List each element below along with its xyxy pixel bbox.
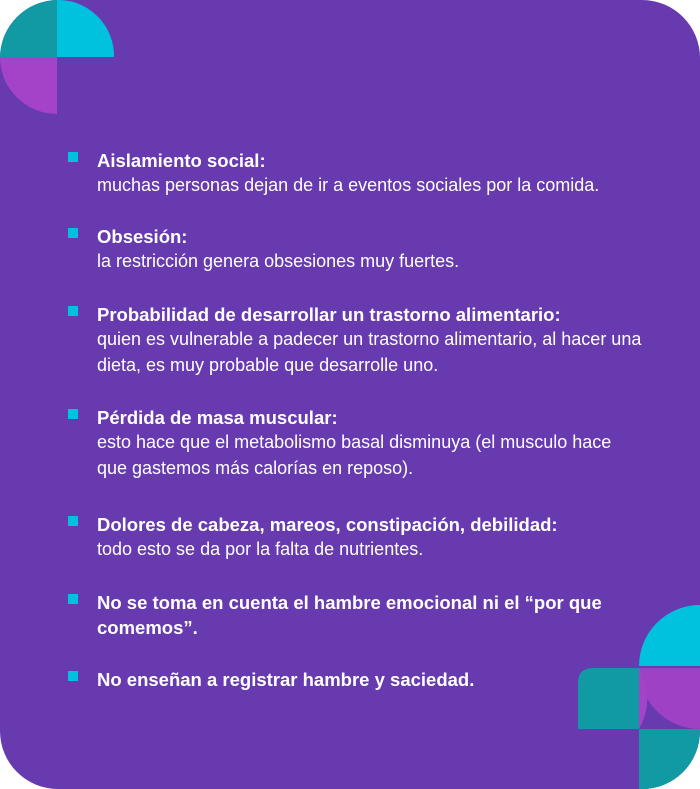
item-title: Probabilidad de desarrollar un trastorno alimentario: [97, 304, 561, 325]
square-bullet-icon [68, 228, 78, 238]
square-bullet-icon [68, 516, 78, 526]
item-description: esto hace que el metabolismo basal disminuya (el musculo hace que gastemos más calorías en reposo). [97, 432, 612, 478]
teal-rounded-square-shape [578, 668, 639, 729]
cyan-quarter-circle-shape [57, 0, 114, 57]
square-bullet-icon [68, 671, 78, 681]
magenta-quarter-circle-shape [0, 57, 57, 114]
item-title: Obsesión: [97, 226, 188, 247]
square-bullet-icon [68, 306, 78, 316]
item-description: quien es vulnerable a padecer un trastorno alimentario, al hacer una dieta, es muy probable que desarrolle uno. [97, 329, 642, 375]
item-description: la restricción genera obsesiones muy fuertes. [97, 251, 460, 271]
cyan-quarter-circle-shape [639, 605, 700, 666]
magenta-quarter-circle-shape [639, 668, 700, 729]
square-bullet-icon [68, 594, 78, 604]
top-left-decoration [0, 0, 120, 120]
item-description: muchas personas dejan de ir a eventos sociales por la comida. [97, 175, 600, 195]
square-bullet-icon [68, 152, 78, 162]
item-description: todo esto se da por la falta de nutrientes. [97, 539, 424, 559]
teal-square-shape [0, 0, 57, 57]
square-bullet-icon [68, 409, 78, 419]
item-title: No se toma en cuenta el hambre emocional ni el “por que comemos”. [97, 592, 602, 638]
item-title: No enseñan a registrar hambre y saciedad. [97, 669, 475, 690]
item-title: Pérdida de masa muscular: [97, 407, 338, 428]
item-title: Dolores de cabeza, mareos, constipación, debilidad: [97, 514, 558, 535]
item-title: Aislamiento social: [97, 150, 266, 171]
